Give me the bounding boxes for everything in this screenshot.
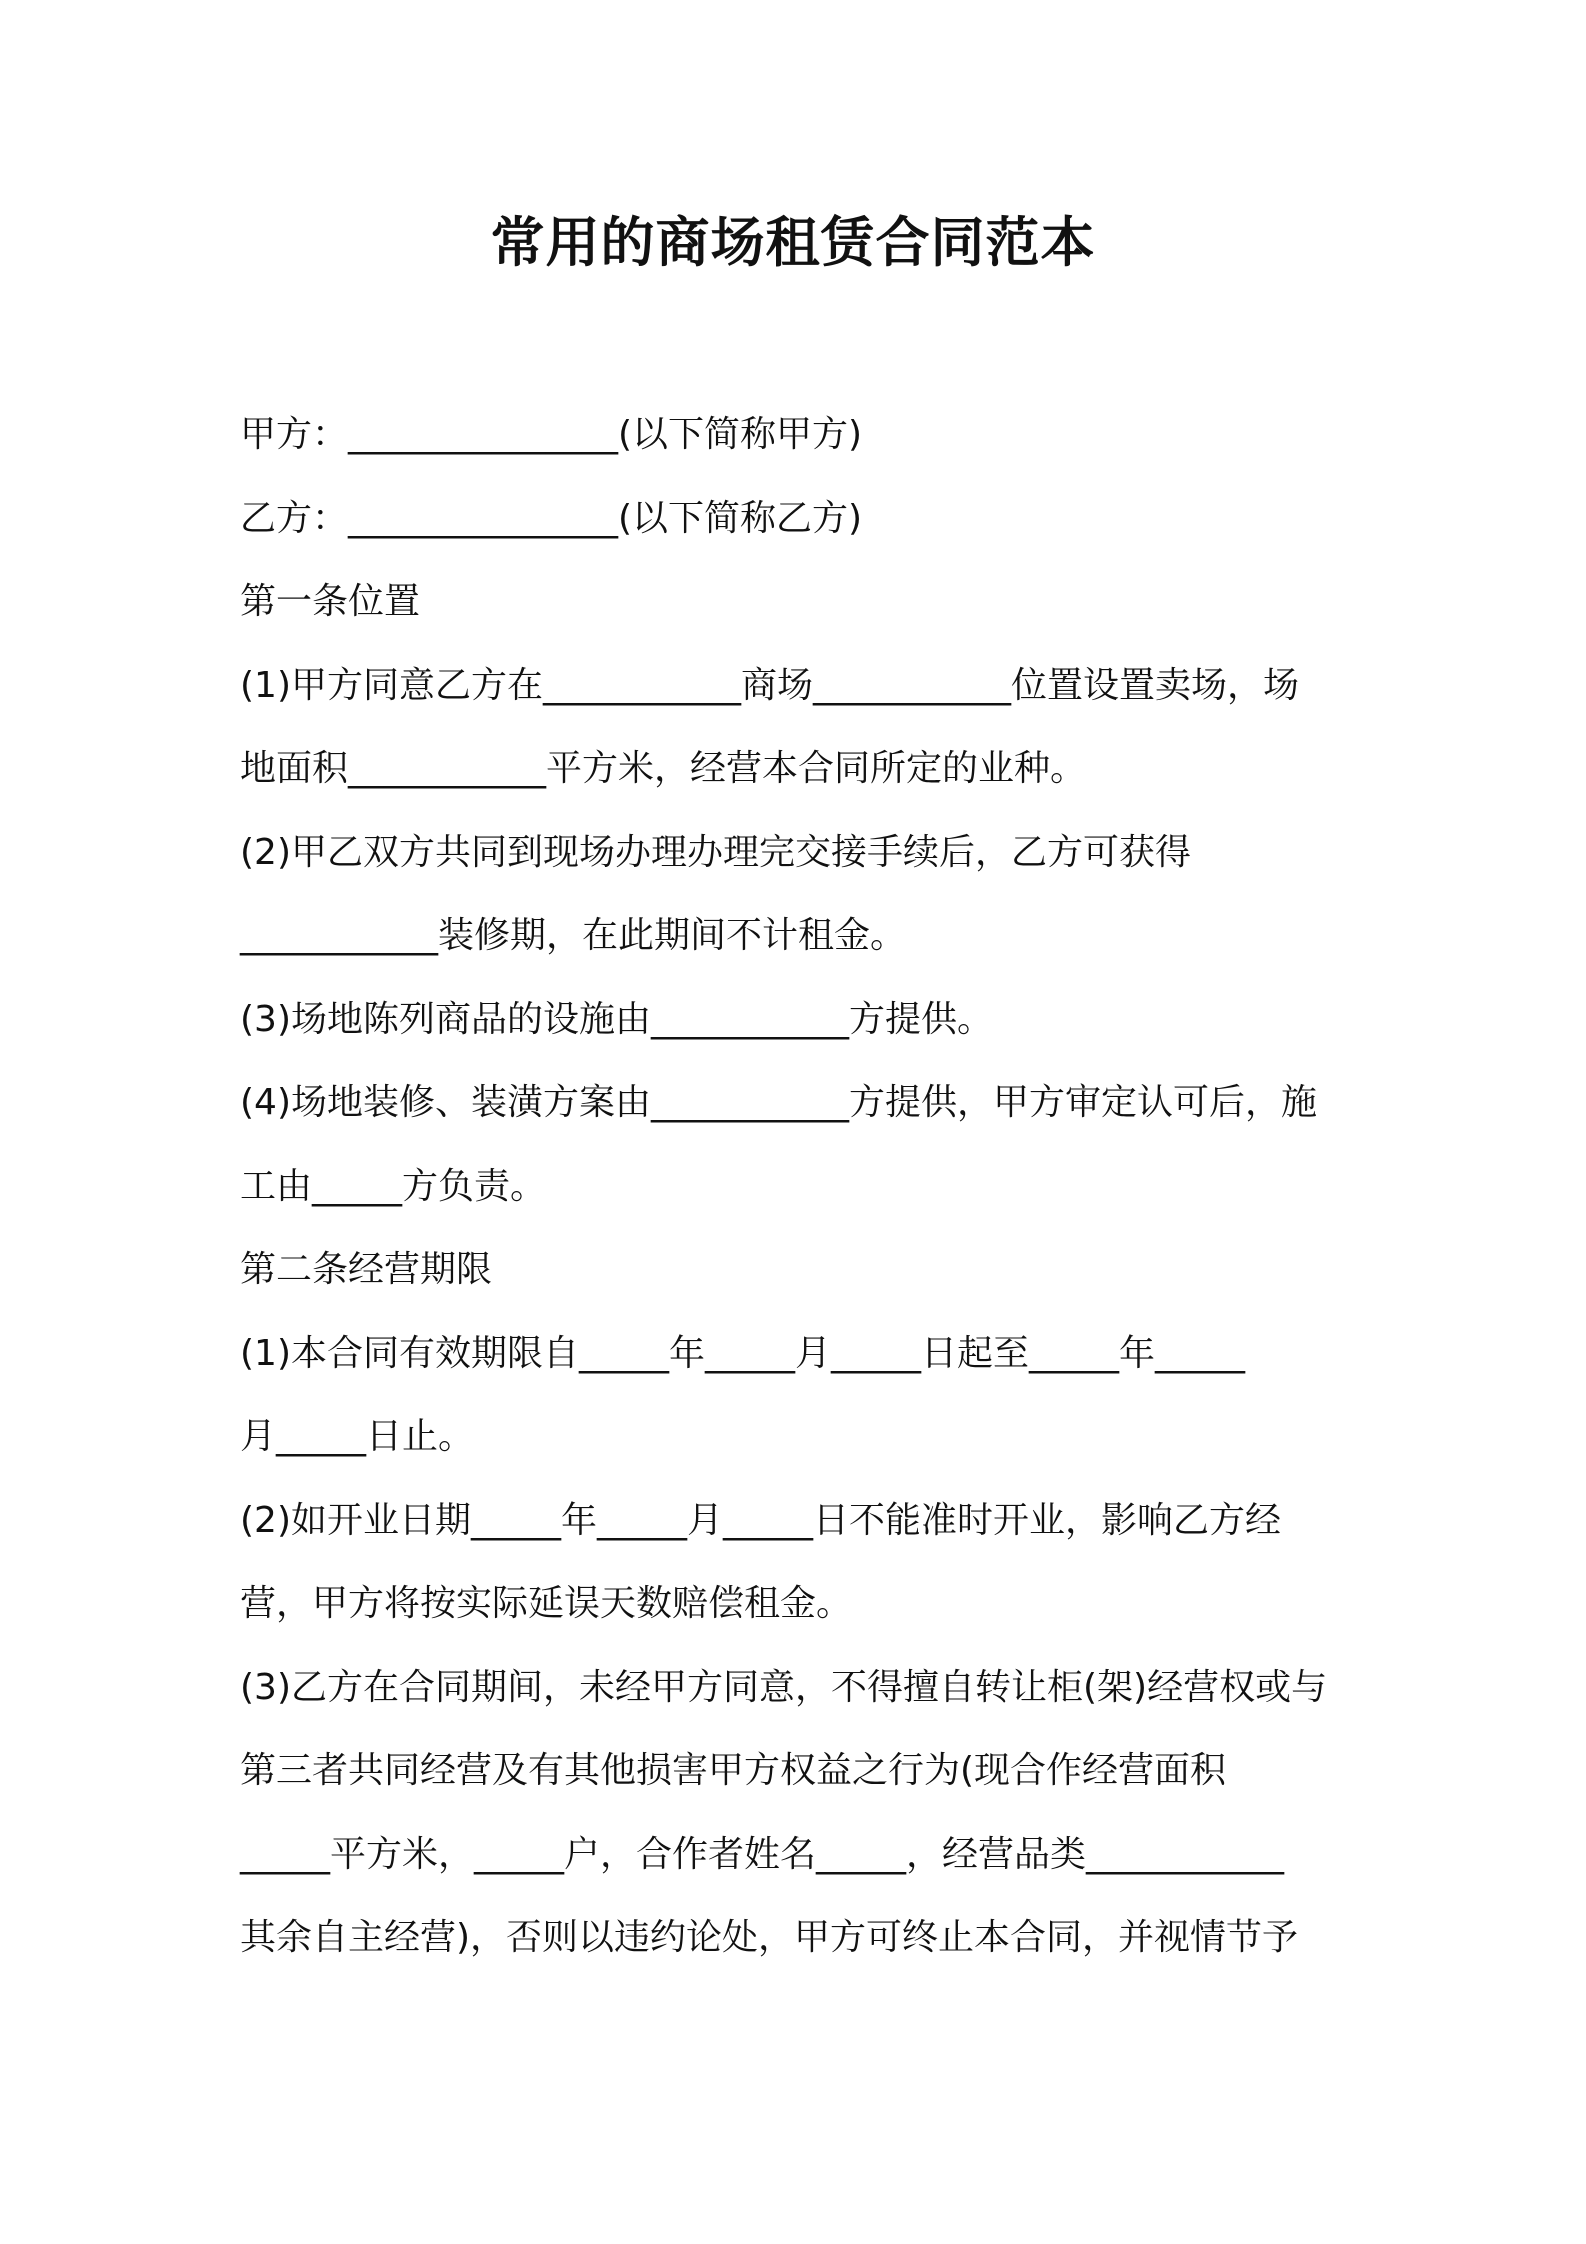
article-1-clause-2-line-1: (2)甲乙双方共同到现场办理办理完交接手续后，乙方可获得 [240,831,1191,873]
article-2-clause-1-line-2: 月_____日止。 [240,1416,475,1457]
document-title: 常用的商场租赁合同范本 [490,211,1096,274]
article-1-clause-1-line-1: (1)甲方同意乙方在___________商场___________位置设置卖场，场 [240,664,1299,706]
article-2-clause-3-line-2: 第三者共同经营及有其他损害甲方权益之行为(现合作经营面积 [240,1750,1227,1791]
party-b-line: 乙方：_______________(以下简称乙方) [240,497,863,539]
document-body [240,405,1350,1992]
article-2-clause-3-line-3: _____平方米，_____户，合作者姓名_____，经营品类___________ [240,1833,1285,1875]
article-2-clause-1-line-1: (1)本合同有效期限自_____年_____月_____日起至_____年_____ [240,1332,1245,1374]
article-2-clause-2-line-2: 营，甲方将按实际延误天数赔偿租金。 [240,1583,853,1624]
party-a-line: 甲方：_______________(以下简称甲方) [240,414,863,455]
article-1-heading: 第一条位置 [240,581,421,622]
article-1-clause-4-line-2: 工由_____方负责。 [240,1165,547,1207]
article-2-heading: 第二条经营期限 [240,1249,493,1290]
article-1-clause-1-line-2: 地面积___________平方米，经营本合同所定的业种。 [240,748,1087,789]
article-1-clause-4-line-1: (4)场地装修、装潢方案由___________方提供，甲方审定认可后，施 [240,1082,1317,1123]
article-2-clause-3-line-4: 其余自主经营)，否则以违约论处，甲方可终止本合同，并视情节予 [240,1917,1299,1958]
article-1-clause-3: (3)场地陈列商品的设施由___________方提供。 [240,998,993,1040]
article-2-clause-3-line-1: (3)乙方在合同期间，未经甲方同意，不得擅自转让柜(架)经营权或与 [240,1666,1328,1708]
article-1-clause-2-line-2: ___________装修期，在此期间不计租金。 [240,915,907,956]
article-2-clause-2-line-1: (2)如开业日期_____年_____月_____日不能准时开业，影响乙方经 [240,1499,1281,1541]
